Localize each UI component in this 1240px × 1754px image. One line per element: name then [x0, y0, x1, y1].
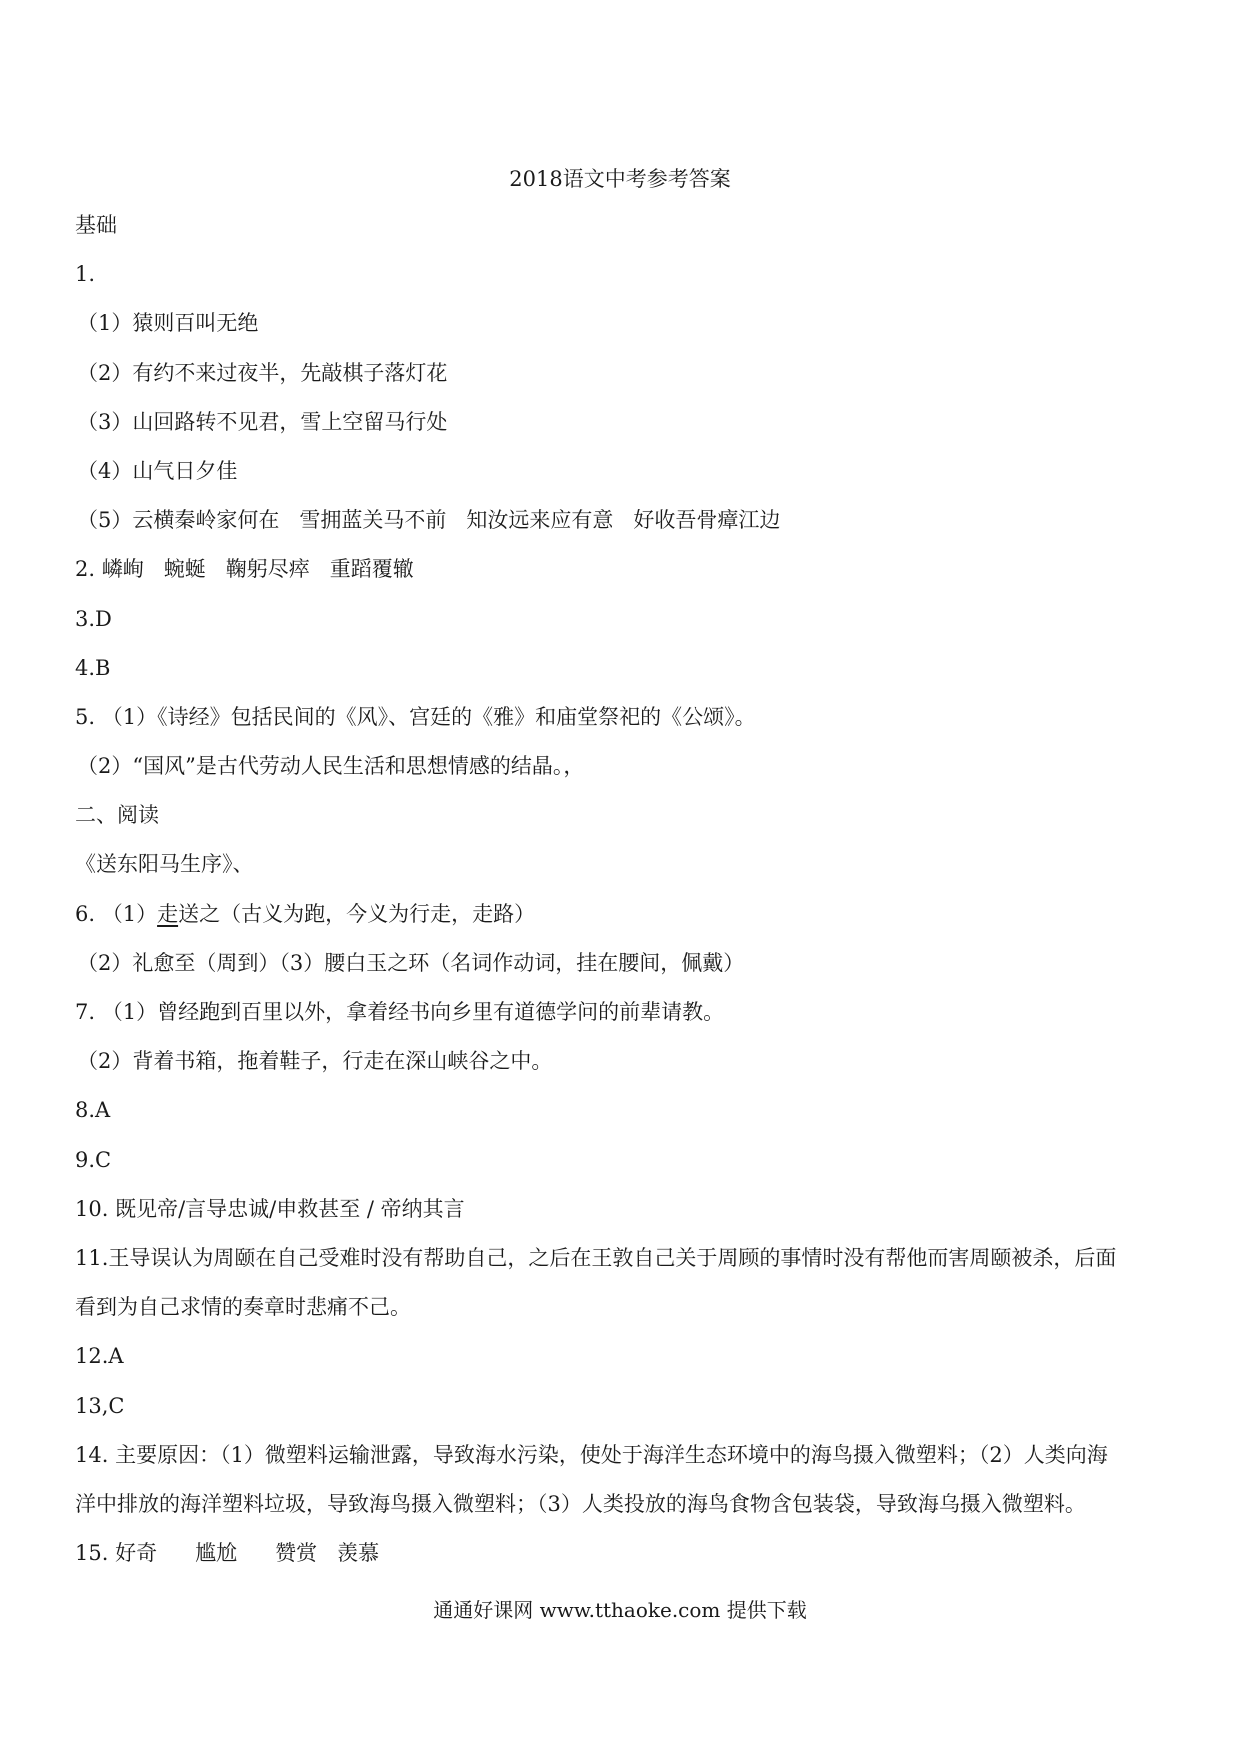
answer-line: 7. （1）曾经跑到百里以外，拿着经书向乡里有道德学问的前辈请教。	[75, 1000, 725, 1024]
answer-content	[75, 210, 1175, 1587]
answer-line: 3.D	[75, 606, 112, 631]
answer-line	[75, 505, 1175, 535]
answer-fragment: 鞠躬尽瘁	[225, 557, 310, 582]
document-title: 2018语文中考参考答案	[509, 167, 731, 191]
answer-line: 13,C	[75, 1393, 125, 1418]
answer-line: 12.A	[75, 1344, 124, 1369]
answer-line: 5. （1）《诗经》包括民间的《风》、宫廷的《雅》和庙堂祭祀的《公颂》。	[75, 704, 756, 729]
section-heading-basics: 基础	[75, 213, 117, 237]
answer-line: 8.A	[75, 1098, 111, 1123]
answer-line: （1）猿则百叫无绝	[77, 311, 259, 336]
answer-line: 11.王导误认为周颐在自己受难时没有帮助自己，之后在王敦自己关于周顾的事情时没有帮他而害周颐被杀，后面	[75, 1245, 1117, 1270]
answer-fragment: 重蹈覆辙	[329, 557, 414, 582]
answer-fragment: 送之（古义为跑，今义为行走，走路）	[178, 901, 536, 926]
answer-line: （2）礼愈至（周到）（3）腰白玉之环（名词作动词，挂在腰间，佩戴）	[77, 950, 745, 975]
answer-line: 9.C	[75, 1147, 112, 1172]
footer-source: 通通好课网 www.tthaoke.com 提供下载	[433, 1598, 807, 1622]
answer-fragment: 蜿蜒	[163, 557, 206, 582]
answer-line: （4）山气日夕佳	[77, 458, 238, 483]
answer-fragment: 尴尬	[195, 1541, 238, 1566]
question-number: 1.	[75, 262, 96, 287]
answer-fragment: 2. 嶙峋	[75, 557, 144, 582]
answer-line	[75, 554, 1175, 584]
answer-line: （3）山回路转不见君，雪上空留马行处	[77, 409, 448, 434]
answer-fragment: 知汝远来应有意	[466, 508, 614, 533]
answer-fragment: 雪拥蓝关马不前	[299, 508, 447, 533]
underlined-character: 走	[157, 901, 179, 926]
answer-line	[75, 899, 1175, 929]
answer-line-continued: 洋中排放的海洋塑料垃圾，导致海鸟摄入微塑料；（3）人类投放的海鸟食物含包装袋，导致海乌摄入微塑料。	[75, 1491, 1086, 1516]
answer-line	[75, 1538, 1175, 1568]
answer-line: 10. 既见帝/言导忠诚/申救甚至 / 帝纳其言	[75, 1196, 465, 1221]
answer-line: 14. 主要原因：（1）微塑料运输泄露，导致海水污染，使处于海洋生态环境中的海鸟摄入微塑料；（2）人类向海	[75, 1442, 1108, 1467]
passage-title: 《送东阳马生序》、	[75, 852, 254, 877]
answer-fragment: 15. 好奇	[75, 1541, 158, 1566]
answer-line: 4.B	[75, 655, 111, 680]
answer-fragment: （5）云横秦岭家何在	[77, 508, 280, 533]
answer-line: （2）有约不来过夜半，先敲棋子落灯花	[77, 360, 448, 385]
section-heading-reading: 二、阅读	[75, 803, 159, 828]
answer-line-continued: 看到为自己求情的奏章时悲痛不己。	[75, 1295, 411, 1320]
answer-fragment: 赞赏	[275, 1541, 318, 1566]
answer-fragment: 羡慕	[337, 1541, 380, 1566]
answer-fragment: 好收吾骨瘴江边	[633, 508, 781, 533]
answer-line: （2）“国风”是古代劳动人民生活和思想情感的结晶。，	[77, 754, 585, 779]
answer-fragment: 6. （1）	[75, 901, 158, 926]
answer-line: （2）背着书箱，拖着鞋子，行走在深山峡谷之中。	[77, 1049, 553, 1074]
